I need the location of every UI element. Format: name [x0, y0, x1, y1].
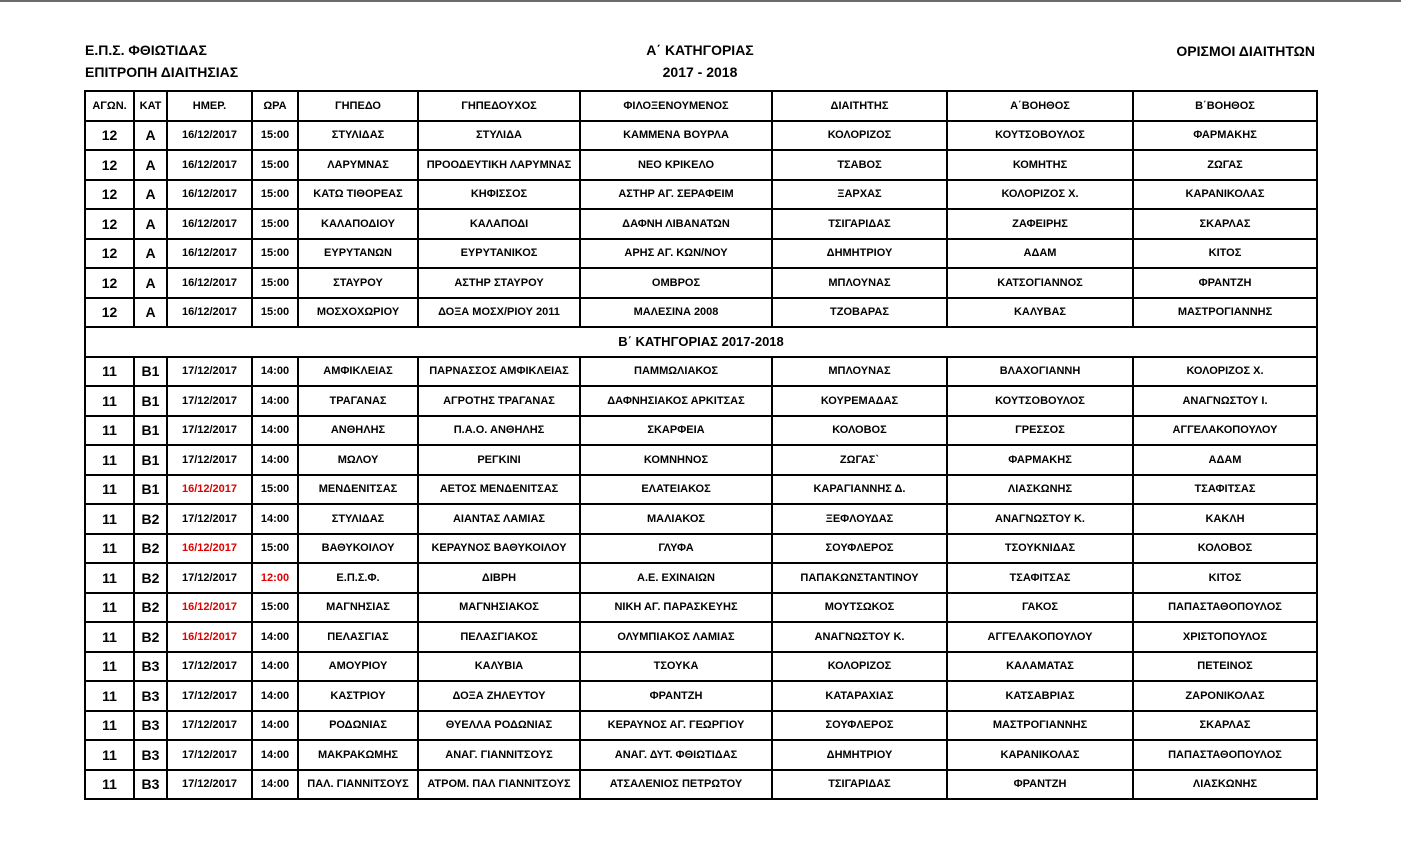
referee-cell: ΤΣΙΓΑΡΙΔΑΣ — [772, 770, 947, 800]
away-team-cell: ΔΑΦΝΗ ΛΙΒΑΝΑΤΩΝ — [580, 209, 772, 239]
table-row — [85, 357, 1317, 387]
away-team-cell: ΚΑΜΜΕΝΑ ΒΟΥΡΛΑ — [580, 121, 772, 151]
home-team-cell: ΣΤΥΛΙΔΑ — [418, 121, 580, 151]
assistant-2-cell: ΜΑΣΤΡΟΓΙΑΝΝΗΣ — [1133, 298, 1317, 328]
assistant-2-cell: ΖΑΡΟΝΙΚΟΛΑΣ — [1133, 681, 1317, 711]
category-cell: Β3 — [134, 770, 167, 800]
date-cell: 16/12/2017 — [167, 593, 252, 623]
home-team-cell: Π.Α.Ο. ΑΝΘΗΛΗΣ — [418, 416, 580, 446]
away-team-cell: ΟΛΥΜΠΙΑΚΟΣ ΛΑΜΙΑΣ — [580, 622, 772, 652]
round-cell: 11 — [85, 386, 134, 416]
assistant-1-cell: ΑΝΑΓΝΩΣΤΟΥ Κ. — [947, 504, 1133, 534]
round-cell: 11 — [85, 504, 134, 534]
home-team-cell: ΜΑΓΝΗΣΙΑΚΟΣ — [418, 593, 580, 623]
assistant-2-cell: ΠΑΠΑΣΤΑΘΟΠΟΥΛΟΣ — [1133, 740, 1317, 770]
assistant-1-cell: ΚΑΛΑΜΑΤΑΣ — [947, 652, 1133, 682]
round-cell: 11 — [85, 563, 134, 593]
assistant-1-cell: ΖΑΦΕΙΡΗΣ — [947, 209, 1133, 239]
stadium-cell: ΣΤΥΛΙΔΑΣ — [298, 504, 418, 534]
home-team-cell: ΑΕΤΟΣ ΜΕΝΔΕΝΙΤΣΑΣ — [418, 475, 580, 505]
home-team-cell: ΠΡΟΟΔΕΥΤΙΚΗ ΛΑΡΥΜΝΑΣ — [418, 150, 580, 180]
table-row — [85, 770, 1317, 800]
table-row — [85, 504, 1317, 534]
home-team-cell: ΚΑΛΥΒΙΑ — [418, 652, 580, 682]
stadium-cell: ΣΤΥΛΙΔΑΣ — [298, 121, 418, 151]
time-cell: 14:00 — [252, 740, 298, 770]
table-row — [85, 622, 1317, 652]
category-cell: Α — [134, 180, 167, 210]
document-title: ΟΡΙΣΜΟΙ ΔΙΑΙΤΗΤΩΝ — [1176, 43, 1315, 59]
col-round-header: ΑΓΩΝ. — [85, 91, 134, 121]
round-cell: 11 — [85, 475, 134, 505]
round-cell: 11 — [85, 445, 134, 475]
referee-cell: ΚΟΛΟΒΟΣ — [772, 416, 947, 446]
assistant-1-cell: ΤΣΑΦΙΤΣΑΣ — [947, 563, 1133, 593]
table-row — [85, 416, 1317, 446]
stadium-cell: ΠΕΛΑΣΓΙΑΣ — [298, 622, 418, 652]
stadium-cell: ΜΟΣΧΟΧΩΡΙΟΥ — [298, 298, 418, 328]
round-cell: 12 — [85, 150, 134, 180]
assistant-1-cell: ΚΑΤΣΑΒΡΙΑΣ — [947, 681, 1133, 711]
category-cell: Α — [134, 268, 167, 298]
away-team-cell: ΕΛΑΤΕΙΑΚΟΣ — [580, 475, 772, 505]
date-cell: 16/12/2017 — [167, 298, 252, 328]
home-team-cell: ΕΥΡΥΤΑΝΙΚΟΣ — [418, 239, 580, 269]
home-team-cell: ΡΕΓΚΙΝΙ — [418, 445, 580, 475]
category-cell: Β2 — [134, 593, 167, 623]
table-row — [85, 593, 1317, 623]
committee-name: ΕΠΙΤΡΟΠΗ ΔΙΑΙΤΗΣΙΑΣ — [85, 64, 239, 80]
stadium-cell: ΜΩΛΟΥ — [298, 445, 418, 475]
table-row — [85, 298, 1317, 328]
assistant-1-cell: ΑΓΓΕΛΑΚΟΠΟΥΛΟΥ — [947, 622, 1133, 652]
home-team-cell: ΘΥΕΛΛΑ ΡΟΔΩΝΙΑΣ — [418, 711, 580, 741]
category-cell: Α — [134, 121, 167, 151]
round-cell: 11 — [85, 534, 134, 564]
referee-cell: ΤΣΙΓΑΡΙΔΑΣ — [772, 209, 947, 239]
table-row — [85, 209, 1317, 239]
stadium-cell: ΕΥΡΥΤΑΝΩΝ — [298, 239, 418, 269]
category-cell: Α — [134, 298, 167, 328]
stadium-cell: ΛΑΡΥΜΝΑΣ — [298, 150, 418, 180]
category-cell: Α — [134, 239, 167, 269]
stadium-cell: ΚΑΣΤΡΙΟΥ — [298, 681, 418, 711]
away-team-cell: ΜΑΛΕΣΙΝΑ 2008 — [580, 298, 772, 328]
stadium-cell: ΜΑΚΡΑΚΩΜΗΣ — [298, 740, 418, 770]
date-cell: 16/12/2017 — [167, 534, 252, 564]
home-team-cell: ΑΤΡΟΜ. ΠΑΛ ΓΙΑΝΝΙΤΣΟΥΣ — [418, 770, 580, 800]
time-cell: 15:00 — [252, 150, 298, 180]
category-cell: Β3 — [134, 711, 167, 741]
time-cell: 15:00 — [252, 298, 298, 328]
referee-cell: ΔΗΜΗΤΡΙΟΥ — [772, 239, 947, 269]
section-b-title: Β΄ ΚΑΤΗΓΟΡΙΑΣ 2017-2018 — [85, 327, 1317, 357]
home-team-cell: ΔΟΞΑ ΜΟΣΧ/ΡΙΟΥ 2011 — [418, 298, 580, 328]
stadium-cell: Ε.Π.Σ.Φ. — [298, 563, 418, 593]
col-home-team-header: ΓΗΠΕΔΟΥΧΟΣ — [418, 91, 580, 121]
home-team-cell: ΠΕΛΑΣΓΙΑΚΟΣ — [418, 622, 580, 652]
referee-cell: ΣΟΥΦΛΕΡΟΣ — [772, 534, 947, 564]
table-row — [85, 268, 1317, 298]
category-cell: Β3 — [134, 652, 167, 682]
referee-cell: ΜΟΥΤΣΩΚΟΣ — [772, 593, 947, 623]
category-cell: Α — [134, 150, 167, 180]
season-label: 2017 - 2018 — [662, 64, 738, 80]
time-cell: 14:00 — [252, 445, 298, 475]
table-header-row — [85, 91, 1317, 121]
date-cell: 16/12/2017 — [167, 268, 252, 298]
assistant-2-cell: ΚΟΛΟΡΙΖΟΣ Χ. — [1133, 357, 1317, 387]
stadium-cell: ΡΟΔΩΝΙΑΣ — [298, 711, 418, 741]
round-cell: 11 — [85, 622, 134, 652]
referee-cell: ΚΑΡΑΓΙΑΝΝΗΣ Δ. — [772, 475, 947, 505]
assistant-1-cell: ΑΔΑΜ — [947, 239, 1133, 269]
away-team-cell: ΝΕΟ ΚΡΙΚΕΛΟ — [580, 150, 772, 180]
referee-cell: ΤΖΟΒΑΡΑΣ — [772, 298, 947, 328]
table-row — [85, 740, 1317, 770]
assistant-1-cell: ΓΡΕΣΣΟΣ — [947, 416, 1133, 446]
stadium-cell: ΣΤΑΥΡΟΥ — [298, 268, 418, 298]
date-cell: 17/12/2017 — [167, 416, 252, 446]
time-cell: 14:00 — [252, 416, 298, 446]
assistant-1-cell: ΤΣΟΥΚΝΙΔΑΣ — [947, 534, 1133, 564]
home-team-cell: ΑΣΤΗΡ ΣΤΑΥΡΟΥ — [418, 268, 580, 298]
stadium-cell: ΜΑΓΝΗΣΙΑΣ — [298, 593, 418, 623]
home-team-cell: ΚΑΛΑΠΟΔΙ — [418, 209, 580, 239]
col-category-header: ΚΑΤ — [134, 91, 167, 121]
assistant-2-cell: ΑΝΑΓΝΩΣΤΟΥ Ι. — [1133, 386, 1317, 416]
assistant-2-cell: ΣΚΑΡΛΑΣ — [1133, 209, 1317, 239]
category-cell: Β1 — [134, 475, 167, 505]
time-cell: 15:00 — [252, 593, 298, 623]
home-team-cell: ΚΕΡΑΥΝΟΣ ΒΑΘΥΚΟΙΛΟΥ — [418, 534, 580, 564]
away-team-cell: ΑΤΣΑΛΕΝΙΟΣ ΠΕΤΡΩΤΟΥ — [580, 770, 772, 800]
time-cell: 15:00 — [252, 121, 298, 151]
time-cell: 14:00 — [252, 504, 298, 534]
away-team-cell: ΑΝΑΓ. ΔΥΤ. ΦΘΙΩΤΙΔΑΣ — [580, 740, 772, 770]
assistant-1-cell: ΦΡΑΝΤΖΗ — [947, 770, 1133, 800]
round-cell: 11 — [85, 357, 134, 387]
section-row — [85, 327, 1317, 357]
category-cell: Β1 — [134, 357, 167, 387]
referee-cell: ΑΝΑΓΝΩΣΤΟΥ Κ. — [772, 622, 947, 652]
col-referee-header: ΔΙΑΙΤΗΤΗΣ — [772, 91, 947, 121]
away-team-cell: ΟΜΒΡΟΣ — [580, 268, 772, 298]
away-team-cell: Α.Ε. ΕΧΙΝΑΙΩΝ — [580, 563, 772, 593]
round-cell: 12 — [85, 268, 134, 298]
col-assistant-2-header: Β΄ΒΟΗΘΟΣ — [1133, 91, 1317, 121]
round-cell: 12 — [85, 298, 134, 328]
away-team-cell: ΚΕΡΑΥΝΟΣ ΑΓ. ΓΕΩΡΓΙΟΥ — [580, 711, 772, 741]
assistant-2-cell: ΑΓΓΕΛΑΚΟΠΟΥΛΟΥ — [1133, 416, 1317, 446]
away-team-cell: ΚΟΜΝΗΝΟΣ — [580, 445, 772, 475]
date-cell: 16/12/2017 — [167, 475, 252, 505]
col-assistant-1-header: Α΄ΒΟΗΘΟΣ — [947, 91, 1133, 121]
stadium-cell: ΑΜΦΙΚΛΕΙΑΣ — [298, 357, 418, 387]
stadium-cell: ΑΝΘΗΛΗΣ — [298, 416, 418, 446]
referee-cell: ΚΑΤΑΡΑΧΙΑΣ — [772, 681, 947, 711]
referee-cell: ΚΟΛΟΡΙΖΟΣ — [772, 121, 947, 151]
referee-cell: ΞΑΡΧΑΣ — [772, 180, 947, 210]
away-team-cell: ΑΣΤΗΡ ΑΓ. ΣΕΡΑΦΕΙΜ — [580, 180, 772, 210]
table-row — [85, 475, 1317, 505]
round-cell: 12 — [85, 180, 134, 210]
table-row — [85, 386, 1317, 416]
table-row — [85, 652, 1317, 682]
round-cell: 11 — [85, 740, 134, 770]
time-cell: 14:00 — [252, 770, 298, 800]
category-cell: Β3 — [134, 681, 167, 711]
home-team-cell: ΔΙΒΡΗ — [418, 563, 580, 593]
date-cell: 16/12/2017 — [167, 150, 252, 180]
category-cell: Β1 — [134, 416, 167, 446]
referee-cell: ΤΣΑΒΟΣ — [772, 150, 947, 180]
home-team-cell: ΑΝΑΓ. ΓΙΑΝΝΙΤΣΟΥΣ — [418, 740, 580, 770]
table-row — [85, 445, 1317, 475]
referee-cell: ΔΗΜΗΤΡΙΟΥ — [772, 740, 947, 770]
division-title: Α΄ ΚΑΤΗΓΟΡΙΑΣ — [646, 42, 754, 58]
category-cell: Β1 — [134, 386, 167, 416]
assistant-1-cell: ΚΟΥΤΣΟΒΟΥΛΟΣ — [947, 386, 1133, 416]
date-cell: 17/12/2017 — [167, 445, 252, 475]
assistant-1-cell: ΚΑΛΥΒΑΣ — [947, 298, 1133, 328]
round-cell: 12 — [85, 239, 134, 269]
date-cell: 17/12/2017 — [167, 563, 252, 593]
table-row — [85, 150, 1317, 180]
assistant-2-cell: ΖΩΓΑΣ — [1133, 150, 1317, 180]
time-cell: 14:00 — [252, 357, 298, 387]
assistant-2-cell: ΚΑΚΛΗ — [1133, 504, 1317, 534]
time-cell: 15:00 — [252, 239, 298, 269]
date-cell: 17/12/2017 — [167, 386, 252, 416]
col-away-team-header: ΦΙΛΟΞΕΝΟΥΜΕΝΟΣ — [580, 91, 772, 121]
round-cell: 12 — [85, 121, 134, 151]
assistant-1-cell: ΚΟΜΗΤΗΣ — [947, 150, 1133, 180]
date-cell: 17/12/2017 — [167, 652, 252, 682]
time-cell: 14:00 — [252, 711, 298, 741]
stadium-cell: ΤΡΑΓΑΝΑΣ — [298, 386, 418, 416]
table-row — [85, 180, 1317, 210]
time-cell: 14:00 — [252, 622, 298, 652]
referee-cell: ΜΠΛΟΥΝΑΣ — [772, 357, 947, 387]
date-cell: 16/12/2017 — [167, 239, 252, 269]
time-cell: 12:00 — [252, 563, 298, 593]
header-center — [550, 39, 850, 83]
assistant-2-cell: ΠΑΠΑΣΤΑΘΟΠΟΥΛΟΣ — [1133, 593, 1317, 623]
away-team-cell: ΜΑΛΙΑΚΟΣ — [580, 504, 772, 534]
assistant-2-cell: ΠΕΤΕΙΝΟΣ — [1133, 652, 1317, 682]
referee-assignments-table — [84, 90, 1318, 800]
date-cell: 17/12/2017 — [167, 357, 252, 387]
header-right — [1176, 40, 1315, 62]
date-cell: 17/12/2017 — [167, 504, 252, 534]
away-team-cell: ΠΑΜΜΩΛΙΑΚΟΣ — [580, 357, 772, 387]
referee-cell: ΠΑΠΑΚΩΝΣΤΑΝΤΙΝΟΥ — [772, 563, 947, 593]
home-team-cell: ΠΑΡΝΑΣΣΟΣ ΑΜΦΙΚΛΕΙΑΣ — [418, 357, 580, 387]
assistant-1-cell: ΚΑΤΣΟΓΙΑΝΝΟΣ — [947, 268, 1133, 298]
assistant-2-cell: ΚΙΤΟΣ — [1133, 239, 1317, 269]
date-cell: 17/12/2017 — [167, 711, 252, 741]
header-left — [85, 39, 238, 83]
category-cell: Α — [134, 209, 167, 239]
time-cell: 14:00 — [252, 386, 298, 416]
away-team-cell: ΝΙΚΗ ΑΓ. ΠΑΡΑΣΚΕΥΗΣ — [580, 593, 772, 623]
table-row — [85, 563, 1317, 593]
stadium-cell: ΑΜΟΥΡΙΟΥ — [298, 652, 418, 682]
category-cell: Β2 — [134, 563, 167, 593]
round-cell: 11 — [85, 770, 134, 800]
col-stadium-header: ΓΗΠΕΔΟ — [298, 91, 418, 121]
assistant-2-cell: ΦΡΑΝΤΖΗ — [1133, 268, 1317, 298]
time-cell: 14:00 — [252, 652, 298, 682]
date-cell: 16/12/2017 — [167, 622, 252, 652]
date-cell: 17/12/2017 — [167, 770, 252, 800]
assistant-1-cell: ΓΑΚΟΣ — [947, 593, 1133, 623]
date-cell: 16/12/2017 — [167, 180, 252, 210]
time-cell: 15:00 — [252, 180, 298, 210]
referee-cell: ΚΟΛΟΡΙΖΟΣ — [772, 652, 947, 682]
assistant-2-cell: ΚΟΛΟΒΟΣ — [1133, 534, 1317, 564]
table-row — [85, 711, 1317, 741]
away-team-cell: ΤΣΟΥΚΑ — [580, 652, 772, 682]
assistant-2-cell: ΚΙΤΟΣ — [1133, 563, 1317, 593]
round-cell: 11 — [85, 652, 134, 682]
stadium-cell: ΠΑΛ. ΓΙΑΝΝΙΤΣΟΥΣ — [298, 770, 418, 800]
category-cell: Β3 — [134, 740, 167, 770]
page-top-rule — [0, 0, 1401, 2]
assistant-2-cell: ΛΙΑΣΚΩΝΗΣ — [1133, 770, 1317, 800]
table-row — [85, 534, 1317, 564]
category-cell: Β1 — [134, 445, 167, 475]
time-cell: 15:00 — [252, 209, 298, 239]
away-team-cell: ΓΛΥΦΑ — [580, 534, 772, 564]
table-row — [85, 239, 1317, 269]
referee-cell: ΣΟΥΦΛΕΡΟΣ — [772, 711, 947, 741]
table-row — [85, 681, 1317, 711]
referee-cell: ΞΕΦΛΟΥΔΑΣ — [772, 504, 947, 534]
stadium-cell: ΚΑΛΑΠΟΔΙΟΥ — [298, 209, 418, 239]
assistant-1-cell: ΜΑΣΤΡΟΓΙΑΝΝΗΣ — [947, 711, 1133, 741]
away-team-cell: ΑΡΗΣ ΑΓ. ΚΩΝ/ΝΟΥ — [580, 239, 772, 269]
date-cell: 17/12/2017 — [167, 740, 252, 770]
round-cell: 11 — [85, 416, 134, 446]
referee-cell: ΚΟΥΡΕΜΑΔΑΣ — [772, 386, 947, 416]
round-cell: 11 — [85, 711, 134, 741]
away-team-cell: ΔΑΦΝΗΣΙΑΚΟΣ ΑΡΚΙΤΣΑΣ — [580, 386, 772, 416]
referee-cell: ΖΩΓΑΣ` — [772, 445, 947, 475]
referee-cell: ΜΠΛΟΥΝΑΣ — [772, 268, 947, 298]
col-date-header: ΗΜΕΡ. — [167, 91, 252, 121]
time-cell: 14:00 — [252, 681, 298, 711]
assistant-1-cell: ΛΙΑΣΚΩΝΗΣ — [947, 475, 1133, 505]
table-row — [85, 121, 1317, 151]
assistant-1-cell: ΚΟΥΤΣΟΒΟΥΛΟΣ — [947, 121, 1133, 151]
date-cell: 17/12/2017 — [167, 681, 252, 711]
round-cell: 11 — [85, 681, 134, 711]
time-cell: 15:00 — [252, 534, 298, 564]
home-team-cell: ΑΙΑΝΤΑΣ ΛΑΜΙΑΣ — [418, 504, 580, 534]
date-cell: 16/12/2017 — [167, 121, 252, 151]
federation-name: Ε.Π.Σ. ΦΘΙΩΤΙΔΑΣ — [85, 42, 207, 58]
home-team-cell: ΔΟΞΑ ΖΗΛΕΥΤΟΥ — [418, 681, 580, 711]
assistant-1-cell: ΦΑΡΜΑΚΗΣ — [947, 445, 1133, 475]
home-team-cell: ΑΓΡΟΤΗΣ ΤΡΑΓΑΝΑΣ — [418, 386, 580, 416]
home-team-cell: ΚΗΦΙΣΣΟΣ — [418, 180, 580, 210]
stadium-cell: ΒΑΘΥΚΟΙΛΟΥ — [298, 534, 418, 564]
assistant-2-cell: ΤΣΑΦΙΤΣΑΣ — [1133, 475, 1317, 505]
assistant-1-cell: ΚΟΛΟΡΙΖΟΣ Χ. — [947, 180, 1133, 210]
time-cell: 15:00 — [252, 268, 298, 298]
category-cell: Β2 — [134, 534, 167, 564]
category-cell: Β2 — [134, 622, 167, 652]
table-body — [85, 121, 1317, 800]
away-team-cell: ΦΡΑΝΤΖΗ — [580, 681, 772, 711]
round-cell: 11 — [85, 593, 134, 623]
stadium-cell: ΚΑΤΩ ΤΙΘΟΡΕΑΣ — [298, 180, 418, 210]
assistant-2-cell: ΦΑΡΜΑΚΗΣ — [1133, 121, 1317, 151]
assistant-1-cell: ΚΑΡΑΝΙΚΟΛΑΣ — [947, 740, 1133, 770]
assistant-2-cell: ΚΑΡΑΝΙΚΟΛΑΣ — [1133, 180, 1317, 210]
col-time-header: ΩΡΑ — [252, 91, 298, 121]
round-cell: 12 — [85, 209, 134, 239]
assistant-2-cell: ΣΚΑΡΛΑΣ — [1133, 711, 1317, 741]
category-cell: Β2 — [134, 504, 167, 534]
assistant-2-cell: ΧΡΙΣΤΟΠΟΥΛΟΣ — [1133, 622, 1317, 652]
away-team-cell: ΣΚΑΡΦΕΙΑ — [580, 416, 772, 446]
assistant-2-cell: ΑΔΑΜ — [1133, 445, 1317, 475]
date-cell: 16/12/2017 — [167, 209, 252, 239]
stadium-cell: ΜΕΝΔΕΝΙΤΣΑΣ — [298, 475, 418, 505]
assistant-1-cell: ΒΛΑΧΟΓΙΑΝΝΗ — [947, 357, 1133, 387]
time-cell: 15:00 — [252, 475, 298, 505]
